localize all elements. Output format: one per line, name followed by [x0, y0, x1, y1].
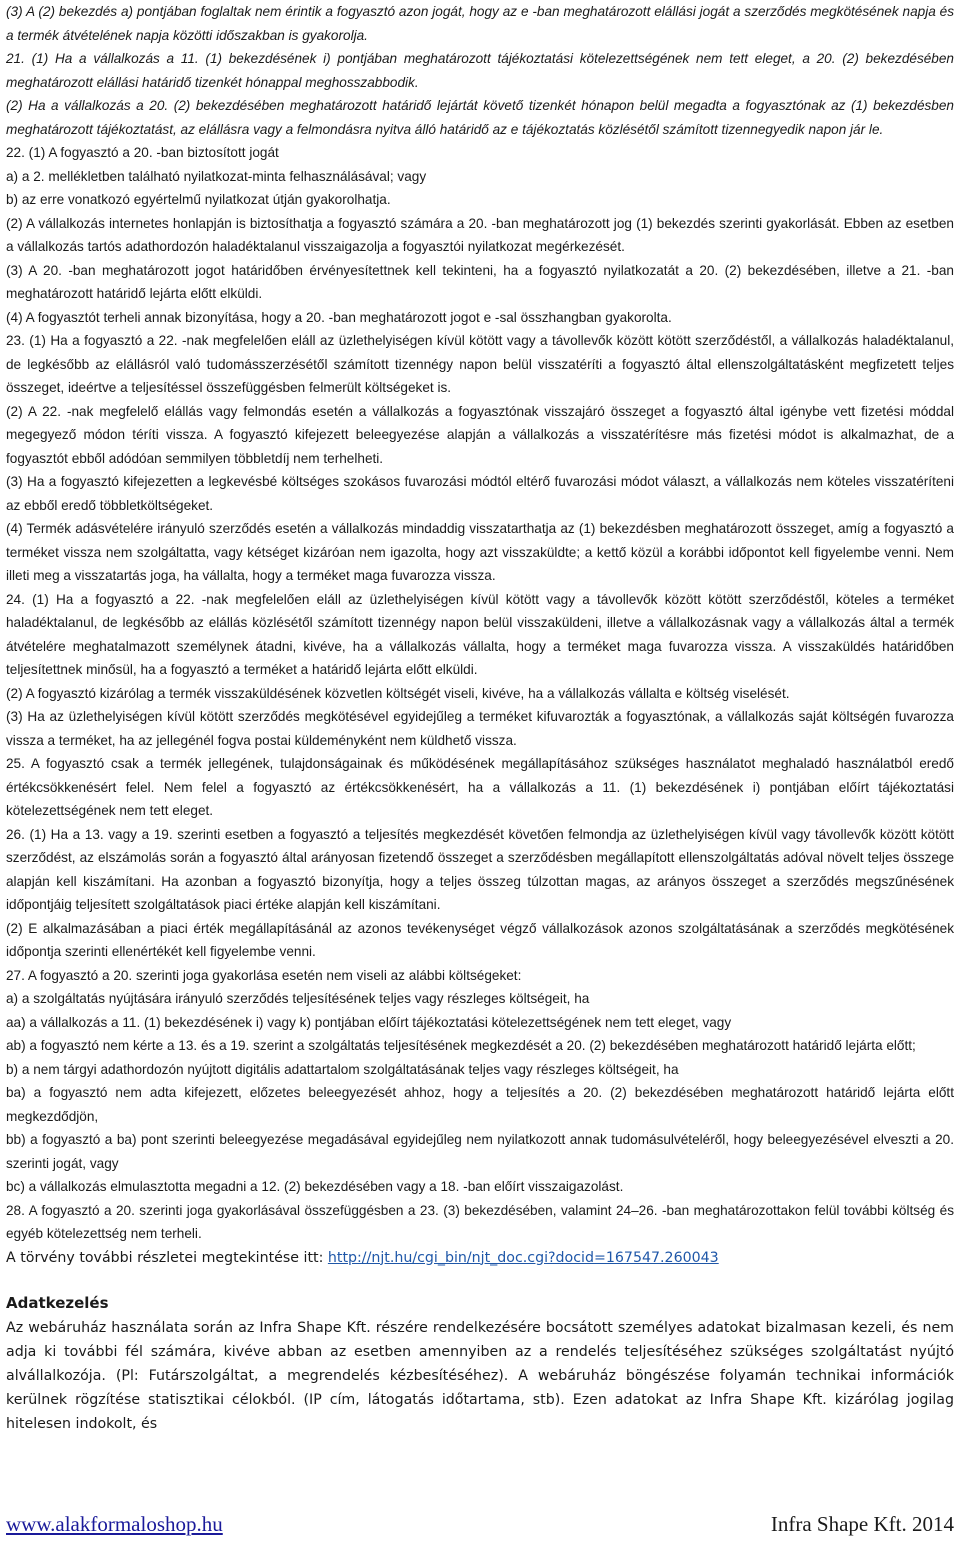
- legal-paragraph: (4) Termék adásvételére irányuló szerződés esetén a vállalkozás mindaddig visszatarthatja az (1) bekezdésben meghatározott összeget, amíg a fogyasztó a terméket vissza nem szolgáltatta, vagy kétséget kizáróan nem igazolta, hogy azt visszaküldte; a kettő közül a korábbi időpontot kell figyelembe venni. Nem illeti meg a visszatartás joga, ha vállalta, hogy a terméket maga fuvarozza vissza.: [6, 521, 954, 583]
- legal-paragraph: a) a szolgáltatás nyújtására irányuló szerződés teljesítésének teljes vagy részleges költségeit, ha: [6, 991, 590, 1006]
- legal-paragraph: 22. (1) A fogyasztó a 20. -ban biztosított jogát: [6, 145, 279, 160]
- legal-paragraph: a) a 2. mellékletben található nyilatkozat-minta felhasználásával; vagy: [6, 168, 427, 184]
- legal-paragraph: (2) A vállalkozás internetes honlapján is biztosíthatja a fogyasztó számára a 20. -ban meghatározott jog (1) bekezdés szerinti gyakorlását. Ebben az esetben a vállalkozás tartós adathordozón haladéktalanul visszaigazolja a fogyasztói nyilatkozat megérkezését.: [6, 215, 954, 254]
- legal-paragraph: (4) A fogyasztót terheli annak bizonyítása, hogy a 20. -ban meghatározott jogot e -sal összhangban gyakorolta.: [6, 309, 672, 325]
- legal-paragraph: (3) A 20. -ban meghatározott jogot határidőben érvényesítettnek kell tekinteni, ha a fogyasztó nyilatkozatát a 20. (2) bekezdésében, illetve a 21. -ban meghatározott határidő lejárta előtt elküldi.: [6, 262, 954, 301]
- legal-paragraph: (3) Ha az üzlethelyiségen kívül kötött szerződés megkötésével egyidejűleg a terméket kifuvarozták a fogyasztónak, a vállalkozás saját költségén fuvarozza vissza a terméket, ha az jellegénél fogva postai küldeményként nem küldhető vissza.: [6, 709, 954, 748]
- footer-company: Infra Shape Kft. 2014: [770, 1512, 954, 1536]
- legal-paragraph: bc) a vállalkozás elmulasztotta megadni a 12. (2) bekezdésében vagy a 18. -ban előírt visszaigazolást.: [6, 1179, 624, 1194]
- section-text: Az webáruház használata során az Infra Shape Kft. részére rendelkezésére bocsátott személyes adatokat bizalmasan kezeli, és nem adja ki további fél számára, kivéve abban az esetben amennyiben az a rendelés teljesítéséhez szükséges szolgáltatást nyújtó alvállalkozója. (Pl: Futárszolgáltat, a megrendelés kézbesítéséhez). A webáruház böngészése folyamán technikai információk kerülnek rögzítése statisztikai célokból. (IP cím, látogatás időtartama, stb). Ezen adatokat az Infra Shape Kft. kizárólag jogilag hitelesen indokolt, és: [6, 1319, 954, 1432]
- legal-paragraph: 23. (1) Ha a fogyasztó a 22. -nak megfelelően eláll az üzlethelyiségen kívül kötött vagy a távollevők között kötött szerződéstől, a vállalkozás haladéktalanul, de legkésőbb az elállásról való tudomásszerzésétől számított tizennégy napon belül visszatéríti a fogyasztó által ellenszolgáltatásként megfizetett teljes összeget, ideértve a teljesítéssel összefüggésben felmerült költségeket is.: [6, 333, 954, 395]
- law-link[interactable]: http://njt.hu/cgi_bin/njt_doc.cgi?docid=167547.260043: [327, 1249, 719, 1266]
- page-footer: [6, 1512, 954, 1542]
- legal-paragraph: (2) A fogyasztó kizárólag a termék visszaküldésének közvetlen költségét viseli, kivéve, ha a vállalkozás vállalta e költség viselését.: [6, 685, 790, 701]
- document-page: [6, 0, 954, 1436]
- legal-paragraph: 21. (1) Ha a vállalkozás a 11. (1) bekezdésének i) pontjában meghatározott tájékoztatási kötelezettségének nem tett eleget, a 20. (2) bekezdésében meghatározott elállási határidő tizenkét hónappal meghosszabbodik.: [6, 51, 954, 90]
- footer-website-link[interactable]: www.alakformaloshop.hu: [6, 1512, 223, 1536]
- law-link-prefix: A törvény további részletei megtekintése itt:: [6, 1249, 328, 1266]
- legal-paragraph: (3) Ha a fogyasztó kifejezetten a legkevésbé költséges szokásos fuvarozási módtól eltérő fuvarozási módot választ, a vállalkozás nem köteles visszatéríteni az ebből eredő többletköltségeket.: [6, 474, 954, 513]
- legal-paragraph: 28. A fogyasztó a 20. szerinti joga gyakorlásával összefüggésben a 23. (3) bekezdésében, valamint 24–26. -ban meghatározottakon felül további költség és egyéb kötelezettség nem terheli.: [6, 1202, 954, 1241]
- legal-paragraph: (2) A 22. -nak megfelelő elállás vagy felmondás esetén a vállalkozás a fogyasztónak visszajáró összeget a fogyasztó által igénybe vett fizetési móddal megegyező módon téríti vissza. A fogyasztó kifejezett beleegyezése alapján a vállalkozás a visszatérítésre más fizetési módot is alkalmazhat, de a fogyasztót ebből adódóan semmilyen többletdíj nem terhelheti.: [6, 403, 954, 466]
- legal-paragraph: (2) Ha a vállalkozás a 20. (2) bekezdésében meghatározott határidő lejártát követő tizenkét hónapon belül megadta a fogyasztónak az (1) bekezdésben meghatározott tájékoztatást, az elállásra vagy a felmondásra nyitva álló határidő az e tájékoztatás közlésétől számított tizennegyedik napon jár le.: [6, 98, 954, 137]
- legal-paragraph: bb) a fogyasztó a ba) pont szerinti beleegyezése megadásával egyidejűleg nem nyilatkozott annak tudomásulvételéről, hogy beleegyezésével elveszti a 20. szerinti jogát, vagy: [6, 1132, 954, 1171]
- legal-paragraph: ab) a fogyasztó nem kérte a 13. és a 19. szerint a szolgáltatás teljesítésének megkezdését a 20. (2) bekezdésében meghatározott határidő lejárta előtt;: [6, 1038, 916, 1053]
- legal-paragraph: 25. A fogyasztó csak a termék jellegének, tulajdonságainak és működésének megállapításához szükséges használatot meghaladó használatból eredő értékcsökkenésért felel. Nem felel a fogyasztó az értékcsökkenésért, ha a vállalkozás a 11. (1) bekezdésének i) pontjában előírt tájékoztatási kötelezettségének nem tett eleget.: [6, 756, 954, 818]
- legal-paragraph: (2) E alkalmazásában a piaci érték megállapításánál az azonos tevékenységet végző vállalkozások azonos szolgáltatásának a szerződés megkötésének időpontja szerinti ellenértékét kell figyelembe venni.: [6, 920, 954, 959]
- section-heading: Adatkezelés: [6, 1293, 109, 1312]
- legal-paragraph: b) az erre vonatkozó egyértelmű nyilatkozat útján gyakorolhatja.: [6, 192, 391, 207]
- legal-paragraph: 24. (1) Ha a fogyasztó a 22. -nak megfelelően eláll az üzlethelyiségen kívül kötött vagy a távollevők között kötött szerződéstől, köteles a terméket haladéktalanul, de legkésőbb az elállás közlésétől számított tizennégy napon belül visszaküldeni, illetve a vállalkozásnak vagy a vállalkozás által a termék átvételére meghatalmazott személynek átadni, kivéve, ha a vállalkozás vállalta, hogy a terméket maga fuvarozza vissza. A visszaküldés határidőben teljesítettnek minősül, ha a fogyasztó a terméket a határidő lejárta előtt elküldi.: [6, 591, 954, 677]
- legal-text: [6, 0, 954, 1246]
- legal-paragraph: aa) a vállalkozás a 11. (1) bekezdésének i) vagy k) pontjában előírt tájékoztatási kötelezettségének nem tett eleget, vagy: [6, 1014, 732, 1030]
- legal-paragraph: 27. A fogyasztó a 20. szerinti joga gyakorlása esetén nem viseli az alábbi költségeket:: [6, 967, 522, 983]
- legal-paragraph: (3) A (2) bekezdés a) pontjában foglaltak nem érintik a fogyasztó azon jogát, hogy az e -ban meghatározott elállási jogát a szerződés megkötésének napja és a termék átvételének napja közötti időszakban is gyakorolja.: [6, 4, 954, 43]
- law-link-line: [6, 1246, 954, 1270]
- legal-paragraph: ba) a fogyasztó nem adta kifejezett, előzetes beleegyezését ahhoz, hogy a teljesítés a 20. (2) bekezdésében meghatározott határidő lejárta előtt megkezdődjön,: [6, 1085, 954, 1124]
- legal-paragraph: b) a nem tárgyi adathordozón nyújtott digitális adattartalom szolgáltatásának teljes vagy részleges költségeit, ha: [6, 1061, 679, 1077]
- legal-paragraph: 26. (1) Ha a 13. vagy a 19. szerinti esetben a fogyasztó a teljesítés megkezdését követően felmondja az üzlethelyiségen kívül vagy távollevők között kötött szerződést, az elszámolás során a fogyasztó által arányosan fizetendő összeget a szerződésben megállapított ellenszolgáltatás adóval növelt teljes összege alapján kell kiszámítani. Ha azonban a fogyasztó bizonyítja, hogy a teljes összeg túlzottan magas, az arányos összeget a szerződés megszűnésének időpontjáig teljesített szolgáltatások piaci értéke alapján kell kiszámítani.: [6, 826, 954, 912]
